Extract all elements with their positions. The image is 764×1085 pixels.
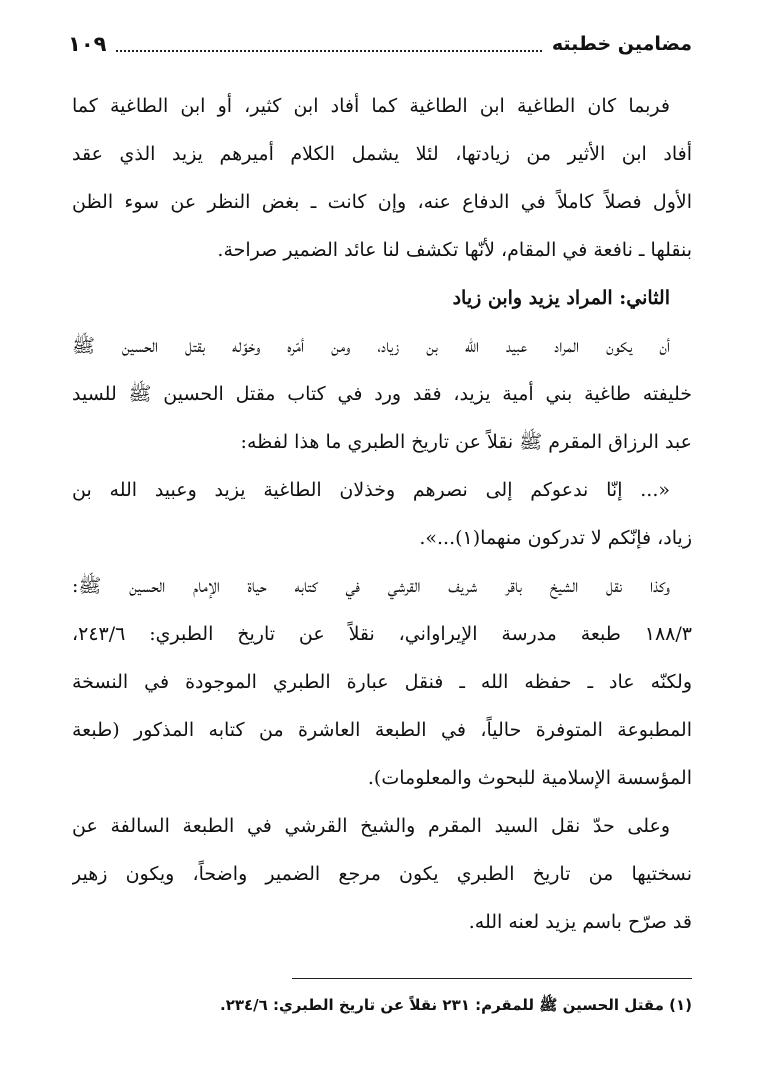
text-line: أن يكون المراد عبيد الله بن زياد، ومن أمّره وخوّله بقتل الحسين ﷺ [72,335,670,357]
text-line: فربما كان الطاغية ابن الطاغية كما أفاد ابن كثير، أو ابن الطاغية كما [72,95,670,117]
footnote: (١) مقتل الحسين ﷺ للمقرم: ٢٣١ نقلاً عن تاريخ الطبري: ٢٣٤/٦. [220,996,692,1014]
text-line: الأول فصلاً كاملاً في الدفاع عنه، وإن كانت ـ بغض النظر عن سوء الظن [72,191,692,213]
header-dot-leader [116,36,541,52]
running-header [68,26,692,62]
quote-line: «... إنّا ندعوكم إلى نصرهم وخذلان الطاغية يزيد وعبيد الله بن [72,479,670,501]
text-line: وكذا نقل الشيخ باقر شريف القرشي في كتابه حياة الإمام الحسين ﷺ: [72,575,670,597]
text-line: عبد الرزاق المقرم ﷺ نقلاً عن تاريخ الطبري ما هذا لفظه: [240,431,692,453]
text-line: أفاد ابن الأثير من زيادتها، لئلا يشمل الكلام أميرهم يزيد الذي عقد [72,143,692,165]
text-line: ولكنّه عاد ـ حفظه الله ـ فنقل عبارة الطبري الموجودة في النسخة [72,671,692,693]
text-line: المؤسسة الإسلامية للبحوث والمعلومات). [367,767,692,789]
text-line: بنقلها ـ نافعة في المقام، لأنّها تكشف لنا عائد الضمير صراحة. [217,239,692,261]
text-line: نسختيها من تاريخ الطبري يكون مرجع الضمير واضحاً، ويكون زهير [72,863,692,885]
quote-line: زياد، فإنّكم لا تدركون منهما(١)...». [419,527,692,549]
text-line: وعلى حدّ نقل السيد المقرم والشيخ القرشي في الطبعة السالفة عن [72,815,670,837]
body-text [72,82,692,946]
text-line: المطبوعة المتوفرة حالياً، في الطبعة العاشرة من كتابه المذكور (طبعة [72,719,692,741]
chapter-title: مضامين خطبته [551,33,692,55]
section-heading: الثاني: المراد يزيد وابن زياد [452,287,670,309]
footnote-separator [292,978,692,979]
text-line: ١٨٨/٣ طبعة مدرسة الإيراواني، نقلاً عن تاريخ الطبري: ٢٤٣/٦، [72,623,692,645]
text-line: خليفته طاغية بني أمية يزيد، فقد ورد في كتاب مقتل الحسين ﷺ للسيد [72,383,692,405]
text-line: قد صرّح باسم يزيد لعنه الله. [468,911,692,933]
page-number: ١٠٩ [68,32,107,56]
